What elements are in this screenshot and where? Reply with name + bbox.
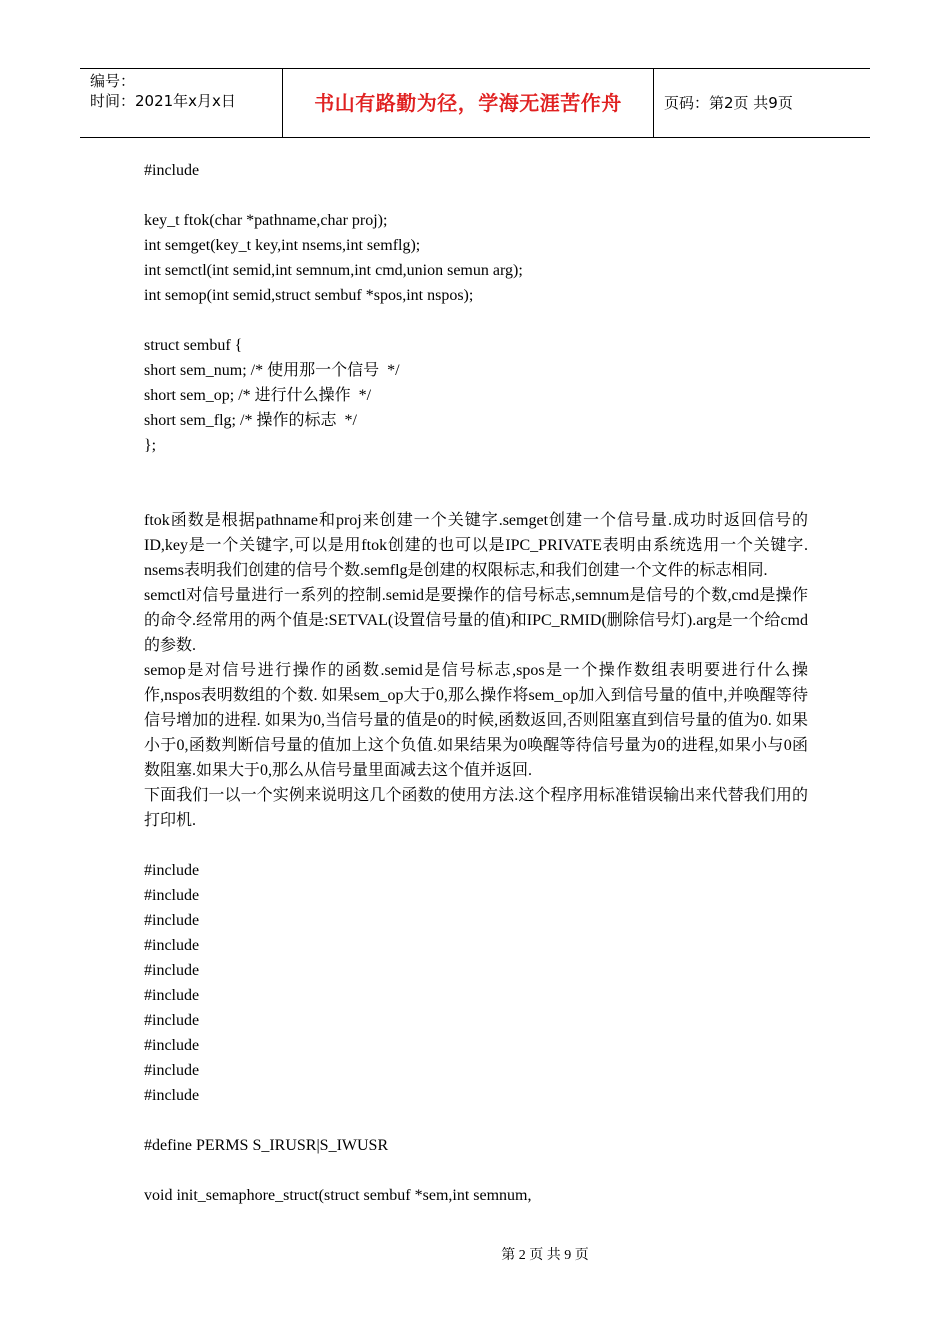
code-line: key_t ftok(char *pathname,char proj); bbox=[144, 212, 388, 229]
spacer bbox=[144, 833, 808, 858]
code-line: #include bbox=[144, 962, 200, 979]
code-block-1 bbox=[144, 158, 808, 458]
code-line bbox=[144, 1108, 808, 1133]
page-footer: 第 2 页 共 9 页 bbox=[501, 1248, 589, 1263]
code-line: short sem_flg; /* 操作的标志 */ bbox=[144, 412, 357, 429]
header-motto: 书山有路勤为径，学海无涯苦作舟 bbox=[314, 91, 622, 115]
code-line: #include bbox=[144, 887, 200, 904]
header-motto-cell bbox=[282, 69, 654, 137]
code-line: short sem_op; /* 进行什么操作 */ bbox=[144, 387, 372, 404]
document-body bbox=[144, 158, 808, 1208]
paragraph: ftok函数是根据pathname和proj来创建一个关键字.semget创建一个信号量.成功时返回信号的ID,key是一个关键字,可以是用ftok创建的也可以是IPC_PRIVATE表明由系统选用一个关键字. nsems表明我们创建的信号个数.semflg是创建的权限标志,和我们创建一个文件的标志相同. bbox=[144, 512, 808, 579]
code-line: #include bbox=[144, 1037, 200, 1054]
code-line bbox=[144, 183, 808, 208]
code-line: #include bbox=[144, 912, 200, 929]
code-line: #include bbox=[144, 862, 200, 879]
document-time-label: 时间：2021年x月x日 bbox=[90, 92, 236, 110]
code-block-2 bbox=[144, 858, 808, 1208]
code-line: int semctl(int semid,int semnum,int cmd,union semun arg); bbox=[144, 262, 523, 279]
code-line: #include bbox=[144, 987, 200, 1004]
code-line: }; bbox=[144, 437, 157, 454]
code-line: short sem_num; /* 使用那一个信号 */ bbox=[144, 362, 400, 379]
header-page-label: 页码：第2页 共9页 bbox=[664, 94, 793, 112]
page-header bbox=[80, 68, 870, 138]
explanation-paragraphs bbox=[144, 508, 808, 833]
paragraph: 下面我们一以一个实例来说明这几个函数的使用方法.这个程序用标准错误输出来代替我们用的打印机. bbox=[144, 787, 808, 829]
code-line: int semop(int semid,struct sembuf *spos,int nspos); bbox=[144, 287, 474, 304]
code-line: #include bbox=[144, 162, 200, 179]
paragraph: semop是对信号进行操作的函数.semid是信号标志,spos是一个操作数组表明要进行什么操作,nspos表明数组的个数. 如果sem_op大于0,那么操作将sem_op加入到信号量的值中,并唤醒等待信号增加的进程. 如果为0,当信号量的值是0的时候,函数返回,否则阻塞直到信号量的值为0. 如果小于0,函数判断信号量的值加上这个负值.如果结果为0唤醒等待信号量为0的进程,如果小与0函数阻塞.如果大于0,那么从信号量里面减去这个值并返回. bbox=[144, 662, 808, 779]
code-line: struct sembuf { bbox=[144, 337, 243, 354]
header-meta bbox=[80, 69, 282, 137]
code-line: #include bbox=[144, 1012, 200, 1029]
document-number-label: 编号： bbox=[90, 72, 136, 90]
code-line: #include bbox=[144, 937, 200, 954]
code-line: int semget(key_t key,int nsems,int semflg); bbox=[144, 237, 421, 254]
code-line: #include bbox=[144, 1087, 200, 1104]
paragraph: semctl对信号量进行一系列的控制.semid是要操作的信号标志,semnum是信号的个数,cmd是操作的命令.经常用的两个值是:SETVAL(设置信号量的值)和IPC_RMID(删除信号灯).arg是一个给cmd的参数. bbox=[144, 587, 808, 654]
code-line bbox=[144, 308, 808, 333]
code-line: void init_semaphore_struct(struct sembuf *sem,int semnum, bbox=[144, 1187, 532, 1204]
spacer bbox=[144, 458, 808, 508]
code-line bbox=[144, 1158, 808, 1183]
code-line: #define PERMS S_IRUSR|S_IWUSR bbox=[144, 1137, 389, 1154]
code-line: #include bbox=[144, 1062, 200, 1079]
